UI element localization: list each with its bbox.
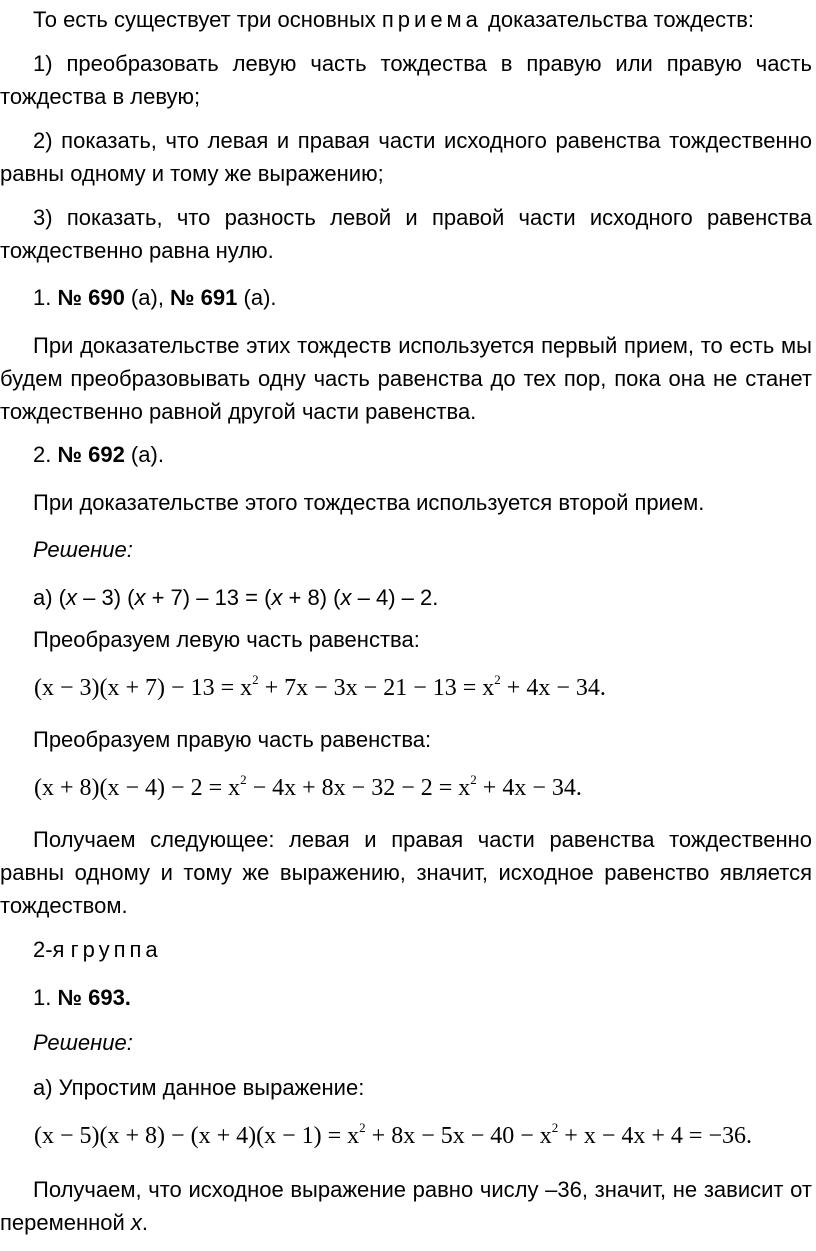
task-ref-690: № 690 [57, 285, 125, 310]
intro-paragraph [0, 3, 812, 36]
equation-a: а) (x – 3) (x + 7) – 13 = (x + 8) (x – 4) – 2. [33, 585, 439, 610]
list-item-1: 1) преобразовать левую часть тождества в правую или правую часть тождества в левую; [0, 51, 812, 109]
intro-text-end: доказательства тождеств: [481, 7, 755, 32]
intro-spaced-word: приема [381, 7, 482, 32]
formula-right-side: $(x + 8)(x - 4) - 2 = x^2 - 4x + 8x - 32 - 2 = x^2 + 4x - 34$. [34, 772, 582, 801]
task-ref-692: № 692 [57, 442, 125, 467]
intro-text-start: То есть существует три основных [33, 7, 382, 32]
solution-label: Решение: [33, 537, 133, 562]
task-ref-691: № 691 [170, 285, 238, 310]
conclusion-paragraph: Получаем следующее: левая и правая части равенства тождественно равны одному и тому же выражению, значит, исходное равенство является тождеством. [0, 827, 812, 918]
list-item-3: 3) показать, что разность левой и правой части исходного равенства тождественно равна нулю. [0, 205, 812, 263]
left-side-label: Преобразуем левую часть равенства: [33, 627, 420, 652]
task-692: 2. № 692 (а). [33, 442, 164, 467]
list-item-2: 2) показать, что левая и правая части исходного равенства тождественно равны одному и тому же выражению; [0, 128, 812, 186]
task-690-691: 1. № 690 (а), № 691 (а). [33, 285, 277, 310]
formula-simplify: $(x - 5)(x + 8) - (x + 4)(x - 1) = x^2 + 8x - 5x - 40 - x^2 + x - 4x + 4 = -36$. [34, 1120, 752, 1149]
group-2-heading: 2-я группа [33, 937, 162, 962]
formula-left-side: $(x - 3)(x + 7) - 13 = x^2 + 7x - 3x - 21 - 13 = x^2 + 4x - 34$. [34, 672, 606, 701]
first-method-paragraph: При доказательстве этих тождеств используется первый прием, то есть мы будем преобразовывать одну часть равенства до тех пор, пока она не станет тождественно равной другой части равенства. [0, 333, 812, 424]
second-method-paragraph: При доказательстве этого тождества используется второй прием. [33, 490, 705, 515]
task-693: 1. № 693. [33, 985, 131, 1010]
right-side-label: Преобразуем правую часть равенства: [33, 727, 432, 752]
variable-x: x [130, 1210, 142, 1235]
final-paragraph: Получаем, что исходное выражение равно числу –36, значит, не зависит от переменной x. [0, 1177, 812, 1235]
task-ref-693: № 693. [57, 985, 131, 1010]
solution-label-2: Решение: [33, 1030, 133, 1055]
simplify-label: а) Упростим данное выражение: [33, 1075, 365, 1100]
